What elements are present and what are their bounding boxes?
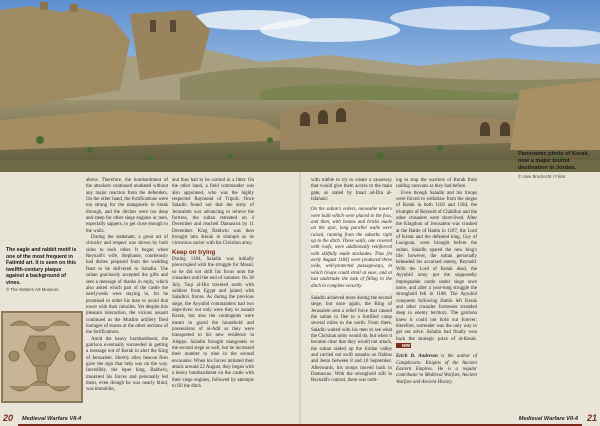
panorama-caption-text: Panoramic photo of Kerak, now a major tourist destination in Jordan. bbox=[518, 151, 590, 171]
end-mark: MW bbox=[396, 343, 411, 348]
paragraph bbox=[396, 191, 477, 351]
author-bio-text: is the author of Cataphracts: Knights of the Ancient Eastern Empires. He is a regular contributor to Medieval Warfare, Ancient Warfare and Ancient History. bbox=[396, 354, 477, 385]
paragraph: above. Therefore, the bombardment of the attackers continued unabated without any major reaction from the defenders. On the other hand, the fortifications were too strong for the mangonels to break through, and the ditches were too deep and steep for other siege engines or men, especially sappers, to get close enough to the walls. bbox=[86, 178, 168, 234]
panorama-illustration bbox=[0, 0, 600, 172]
page-number-left: 20 bbox=[3, 413, 14, 423]
section-heading: Keep on trying bbox=[172, 248, 216, 256]
text-column-4 bbox=[396, 178, 477, 386]
magazine-title-left: Medieval Warfare VII-4 bbox=[22, 416, 82, 422]
relief-caption bbox=[6, 247, 80, 294]
eagle-rabbit-plaque-image bbox=[0, 306, 84, 406]
page-number-right: 21 bbox=[586, 413, 597, 423]
relief-credit: © The Walters Art Museum bbox=[6, 287, 59, 292]
quote-block bbox=[311, 205, 392, 291]
paragraph: with rubble to try to create a causeway that would give them access to the main gate, as stated by Imad ad-Din al-Isfahani: bbox=[311, 178, 392, 203]
author-name: Erich B. Anderson bbox=[396, 354, 438, 360]
footer-left bbox=[0, 412, 300, 426]
author-bio bbox=[396, 354, 477, 386]
paragraph: Saladin achieved more during the second siege, but once again, the King of Jerusalem sent a relief force that caused the sultan to flee to a fortified camp several miles to the north. From there, Saladin waited with his men to see what the Christian army would do, but when it became clear that they would not attack, the sultan raided up the Jordan valley and carried out swift assaults on Nablus and Jenin between 8 and 10 September. Afterwards, his troops moved back to Damascus. With the stronghold still in Reynald's control, there was noth- bbox=[311, 295, 392, 384]
panorama-photo bbox=[0, 0, 600, 172]
panorama-credit: © Uwe Brodrecht / Flickr bbox=[518, 174, 566, 179]
relief-caption-text: The eagle and rabbit motif is one of the most frequent in Fatimid art. It is seen on this twelfth-century plaque against a background of vines. bbox=[6, 247, 77, 286]
paragraph: During 1184, Saladin was initially preoccupied with the struggle for Mosul, so he did not shift his focus onto the crusaders until the end of summer. On 30 July, Taqi al-Din traveled north with soldiers from Egypt and joined with Saladin's forces. As during the previous siege, the Ayyubid commanders had two objectives: not only were they to assault Kerak, but also the contingents were meant to guard the household and possessions of al-Adil as they were transported to his new residence in Aleppo. Saladin brought mangonels to the second siege as well, but he increased their number to nine in the second encounter. When his forces initiated their attack around 22 August, they began with a heavy bombardment on the castle with their siege engines, followed by attempts to fill the ditch bbox=[172, 257, 254, 389]
text-column-2 bbox=[172, 178, 254, 390]
text-column-1 bbox=[86, 178, 168, 394]
magazine-title-right: Medieval Warfare VII-4 bbox=[518, 416, 578, 422]
paragraph: During the stalemate, a great act of chivalry and respect was shown by both sides to each other. It began when Reynald's wife, Stephanie, courteously had dishes prepared from the wedding feast to be delivered to Saladin. The sultan graciously accepted the gifts and sent a message of thanks in reply, which also asked which part of the castle the newlyweds were staying in, for he promised to order his men to avoid that tower with their missiles. Yet despite this pleasant interaction, the vicious assault continued as the Muslim artillery fired barrages of stones at the other sections of the fortifications. bbox=[86, 235, 168, 336]
paragraph: and thus had to be carried in a litter. On the other hand, a field commander was also appointed, who was the highly respected Raymond of Tripoli. Once Saladin found out that the army of Jerusalem was advancing to relieve the fortress, the sultan retreated on 4 December and reached Damascus by 11 December. King Baldwin was then brought into Kerak in triumph as its victorious savior with his Christian army. bbox=[172, 178, 254, 247]
paragraph-text: Even though Saladin and his troops were forced to withdraw from the sieges of Kerak in both 1183 and 1184, the triumphs of Reynald of Châtillon and the other crusaders were short-lived. After the Kingdom of Jerusalem was crushed at the Battle of Hattin in 1187, the Lord of Kerak and the defeated king, Guy of Lusignan, were brought before the sultan. Saladin spared the new king's life; however, the sultan personally beheaded his accursed enemy, Reynald. With the Lord of Kerak dead, the Ayyubid army put the supposedly impregnable castle under siege once more, and after a year-long struggle the stronghold fell in 1188. The Ayyubid conquests following Hattin left Kerak and other crusader fortresses stranded deep in enemy territory. The garrison knew it could not hold out forever; therefore, surrender was the only way to get out alive. Saladin had finally won back the strategic prize of al-Kerak. bbox=[396, 190, 477, 342]
text-column-3 bbox=[311, 178, 392, 385]
panorama-caption bbox=[518, 151, 598, 180]
paragraph: ing to stop the warriors of Kerak from raiding caravans as they had before. bbox=[396, 178, 477, 190]
quote-text: On the sultan's orders, moveable towers were built which were placed to the foss, and then, with beams and bricks made on the spot, long parallel walls were raised, running from the suburbs right up to the ditch. These walls, one covered with roofs, were additionally reinforced with skilfully made stockades. Thus [in early August 1184] were produced three wide, well-protected passageways, in which troops could stroll at ease, and at last undertake the task of filling in the ditch in complete security. bbox=[311, 207, 392, 289]
footer-right bbox=[300, 412, 600, 426]
page-gutter bbox=[299, 172, 301, 426]
paragraph: Amid the heavy bombardment, the garrison eventually succeeded in getting a message out of Kerak to alert the King of Jerusalem. Shortly after, beacon fires gave the sign that help was on the way. Incredibly, the leper king, Baldwin, mustered his forces and personally led them, even though he was nearly blind, was immobile, bbox=[86, 336, 168, 393]
